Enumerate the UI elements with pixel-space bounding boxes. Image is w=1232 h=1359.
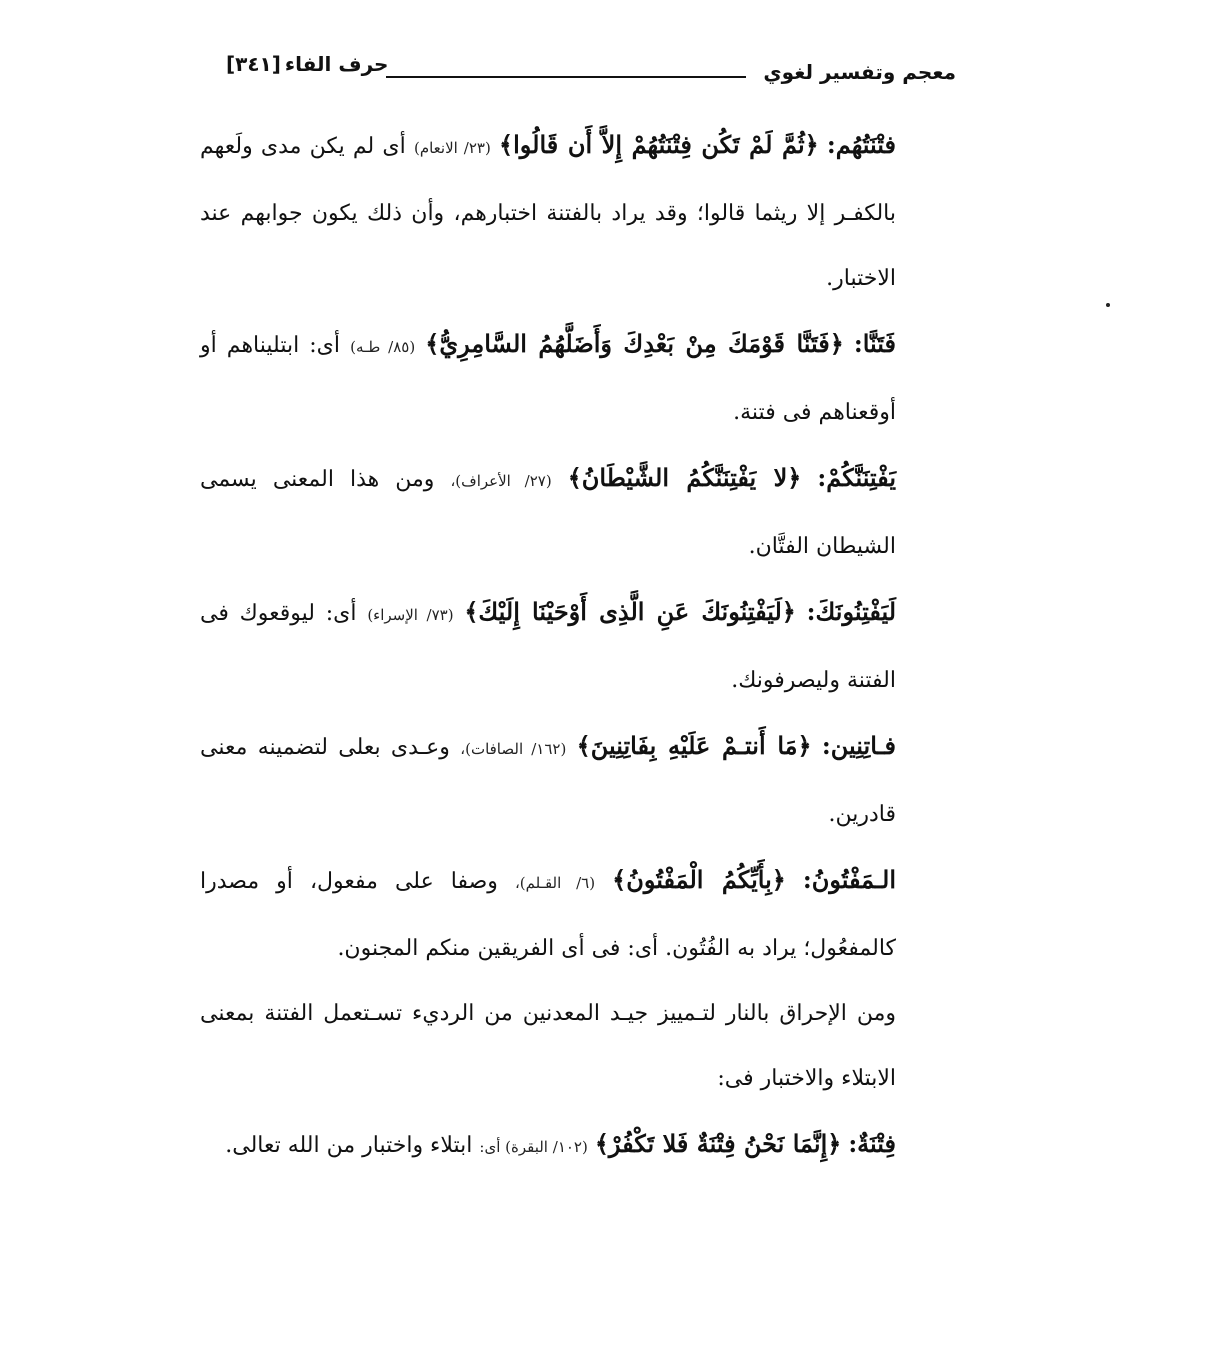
header-rule (386, 76, 746, 78)
entry-explanation: ابتلاء واختبار من الله تعالى. (225, 1133, 473, 1158)
entry-explanation: وصفا على مفعول، أو مصدرا كالمفعُول؛ يراد به الفُتُون. أى: فى أى الفريقين منكم المجنون. (200, 869, 896, 961)
entry-term: فـاتِنِين: (821, 731, 897, 760)
verse-reference: (١٦٢/ الصافات)، (460, 740, 567, 758)
quran-verse: ﴿ثُمَّ لَمْ تَكُن فِتْنَتُهُمْ إِلاَّ أَن قَالُوا﴾ (499, 130, 819, 159)
book-title: معجم وتفسير لغوي (763, 60, 956, 84)
entry (200, 445, 960, 579)
entry-term: لَيَفْتِنُونَكَ: (806, 597, 897, 626)
entry (200, 311, 960, 445)
page-number: [٣٤١] (226, 52, 281, 76)
entry-term: فَتَنَّا: (853, 329, 896, 358)
entry-explanation: وعـدى بعلى لتضمينه معنى قادرين. (200, 735, 896, 827)
quran-verse: ﴿مَا أَنتـمْ عَلَيْهِ بِفَاتِنِينَ﴾ (576, 731, 812, 760)
header-section-info (226, 52, 388, 76)
body-paragraph: ومن الإحراق بالنار لتـمييز جيـد المعدنين من الرديء تسـتعمل الفتنة بمعنى الابتلاء والاختبار فى: (200, 1001, 896, 1091)
scan-speck (1106, 303, 1110, 307)
entry-term: فِتْنَةٌ: (848, 1129, 896, 1158)
entry-explanation: أى: ليوقعوك فى الفتنة وليصرفونك. (200, 601, 896, 693)
quran-verse: ﴿لَيَفْتِنُونَكَ عَنِ الَّذِى أَوْحَيْنَا إِلَيْكَ﴾ (464, 597, 796, 626)
entry-term: فتْنَتُهُم: (826, 130, 896, 159)
entry-explanation: أى: ابتليناهم أو أوقعناهم فى فتنة. (200, 333, 896, 425)
quran-verse: ﴿بِأَيِّكُمُ الْمَفْتُونُ﴾ (612, 865, 786, 894)
entry (200, 713, 960, 847)
verse-reference: (٨٥/ طـه) (350, 338, 416, 356)
entry-term: يَفْتِنَنَّكُمْ: (817, 463, 896, 492)
quran-verse: ﴿إِنَّمَا نَحْنُ فِتْنَةٌ فَلا تَكْفُرْ﴾ (594, 1129, 842, 1158)
page-body (200, 112, 960, 1180)
entry (200, 112, 960, 311)
verse-reference: (٢٣/ الانعام) (413, 139, 491, 157)
entry-term: الـمَفْتُونُ: (802, 865, 897, 894)
entry (200, 579, 960, 713)
verse-reference: (١٠٢/ البقرة) أى: (479, 1138, 588, 1156)
entry-explanation: ومن هذا المعنى يسمى الشيطان الفتَّان. (200, 467, 896, 559)
entry (200, 847, 960, 981)
quran-verse: ﴿فَتَنَّا قَوْمَكَ مِنْ بَعْدِكَ وَأَضَلَّهُمُ السَّامِرِيُّ﴾ (425, 329, 844, 358)
quran-verse: ﴿لا يَفْتِنَنَّكُمُ الشَّيْطَانُ﴾ (567, 463, 802, 492)
entry-explanation: أى لم يكن مدى ولَعهم بالكفـر إلا ريثما قالوا؛ وقد يراد بالفتنة اختبارهم، وأن ذلك يكون جوابهم عند الاختبار. (200, 134, 896, 291)
verse-reference: (٧٣/ الإسراء) (367, 606, 454, 624)
verse-reference: (٢٧/ الأعراف)، (450, 472, 552, 490)
page-header (226, 52, 956, 88)
entry (200, 1111, 960, 1180)
section-title: حرف الفاء (284, 52, 389, 76)
verse-reference: (٦/ القـلم)، (514, 874, 596, 892)
